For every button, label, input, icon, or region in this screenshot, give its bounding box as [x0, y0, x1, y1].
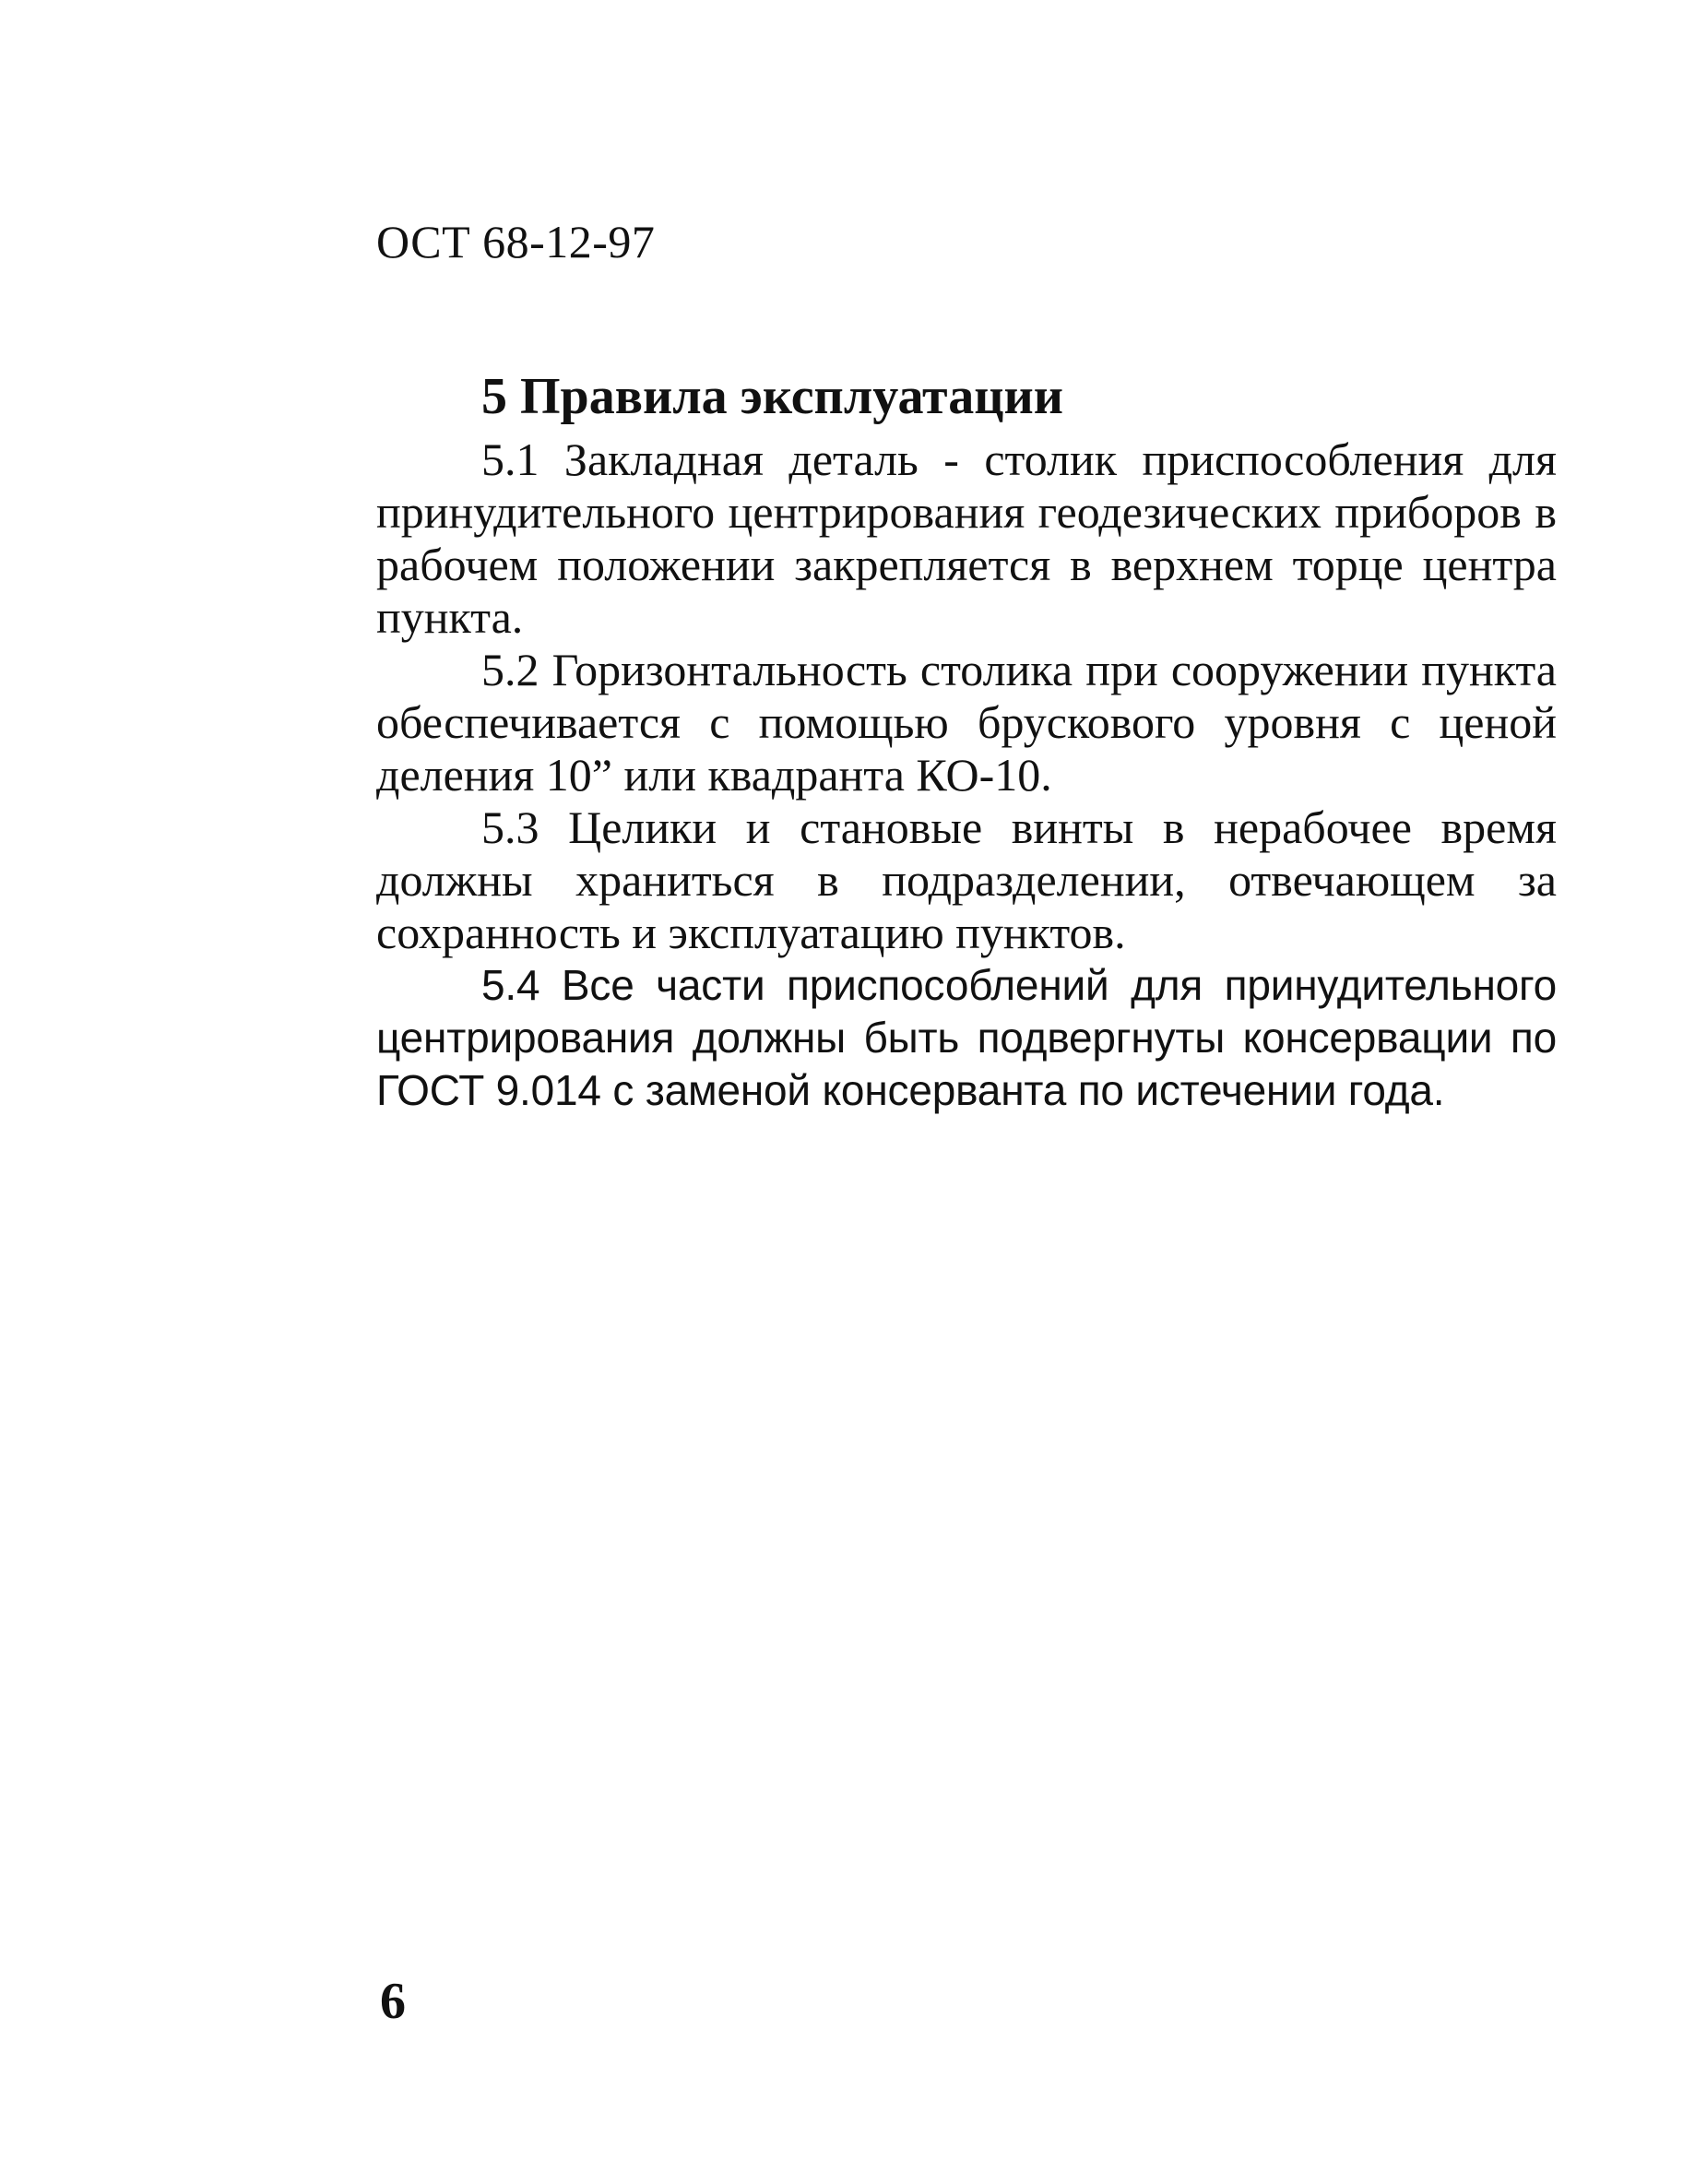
page-number: 6: [380, 1973, 406, 2030]
section-heading: 5 Правила эксплуатации: [481, 368, 1064, 425]
document-code: ОСТ 68-12-97: [376, 216, 656, 267]
paragraph-5-1: 5.1 Закладная деталь - столик приспособления для принудительного центрирования геодезических приборов в рабочем положении закрепляется в верхнем торце центра пункта.: [376, 433, 1557, 643]
paragraph-5-2: 5.2 Горизонтальность столика при сооружении пункта обеспечивается с помощью брускового уровня с ценой деления 10” или квадранта КО-10.: [376, 644, 1557, 801]
paragraph-5-3: 5.3 Целики и становые винты в нерабочее время должны храниться в подразделении, отвечающем за сохранность и эксплуатацию пунктов.: [376, 801, 1557, 958]
paragraph-5-4: 5.4 Все части приспособлений для принудительного центрирования должны быть подвергнуты консервации по ГОСТ 9.014 с заменой консерванта по истечении года.: [376, 961, 1557, 1114]
section-body: [376, 433, 1557, 1117]
